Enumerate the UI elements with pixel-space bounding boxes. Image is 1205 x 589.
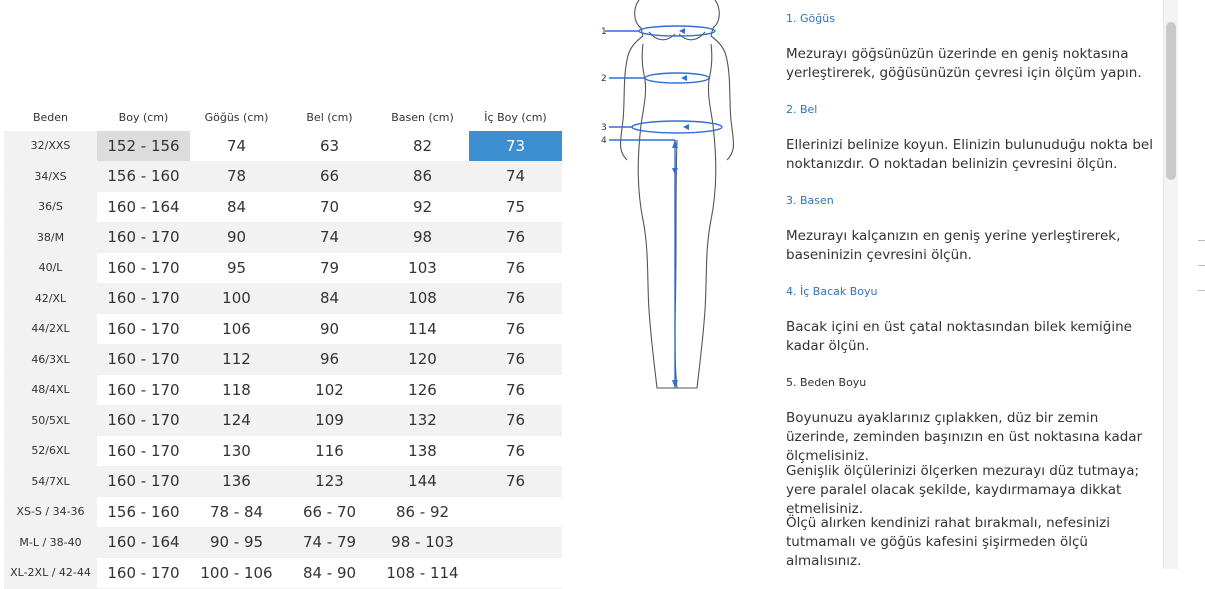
table-cell: 84 [283,283,376,314]
chest-measure-line [639,26,715,36]
table-cell: 63 [283,131,376,161]
size-label-cell: 46/3XL [4,344,97,375]
table-cell: 108 [376,283,469,314]
table-row [4,314,562,345]
size-label-cell: 32/XXS [4,131,97,161]
height-title: 5. Beden Boyu [786,376,867,389]
table-cell: 132 [376,405,469,436]
table-cell: 160 - 170 [97,253,190,284]
table-body [4,131,562,588]
column-header: Basen (cm) [376,104,469,131]
table-row [4,375,562,406]
table-row [4,527,562,558]
table-cell: 160 - 164 [97,527,190,558]
marker-1: 1 [601,27,607,37]
column-header: İç Boy (cm) [469,104,562,131]
waist-text: Ellerinizi belinize koyun. Elinizin bulunuduğu nokta bel noktanızdır. O noktadan belinizin çevresini ölçün. [786,137,1153,172]
table-cell: 160 - 164 [97,192,190,223]
table-cell: 76 [469,466,562,497]
hip-measure-line [632,121,722,133]
table-cell: 116 [283,436,376,467]
table-cell: 86 [376,161,469,192]
table-row [4,131,562,161]
table-row [4,344,562,375]
marker-2: 2 [601,74,607,84]
table-cell: 156 - 160 [97,497,190,528]
table-cell [469,527,562,558]
table-cell: 70 [283,192,376,223]
table-cell: 74 - 79 [283,527,376,558]
size-label-cell: 42/XL [4,283,97,314]
table-cell: 100 - 106 [190,558,283,589]
inseam-text: Bacak içini en üst çatal noktasından bilek kemiğine kadar ölçün. [786,319,1132,354]
hip-title: 3. Basen [786,194,834,207]
table-cell: 160 - 170 [97,283,190,314]
vertical-scrollbar[interactable] [1163,0,1179,569]
table-cell: 152 - 156 [97,131,190,161]
chest-text: Mezurayı göğsünüzün üzerinde en geniş noktasına yerleştirerek, göğüsünüzün çevresi için ölçüm yapın. [786,46,1142,81]
table-cell: 106 [190,314,283,345]
table-cell: 160 - 170 [97,436,190,467]
table-cell: 76 [469,283,562,314]
table-row [4,405,562,436]
table-cell: 92 [376,192,469,223]
table-cell: 136 [190,466,283,497]
table-cell: 78 [190,161,283,192]
table-cell: 76 [469,222,562,253]
size-label-cell: 48/4XL [4,375,97,406]
table-cell: 160 - 170 [97,375,190,406]
table-cell: 73 [469,131,562,161]
marker-4: 4 [601,136,607,146]
waist-title: 2. Bel [786,103,818,116]
edge-divider [1198,240,1205,241]
table-cell: 144 [376,466,469,497]
inseam-title: 4. İç Bacak Boyu [786,285,878,298]
note-posture: Ölçü alırken kendinizi rahat bırakmalı, nefesinizi tutmamalı ve göğüs kafesini şişirmeden ölçü almalısınız. [786,515,1110,569]
table-cell: 76 [469,436,562,467]
table-cell: 138 [376,436,469,467]
table-cell: 123 [283,466,376,497]
table-cell: 160 - 170 [97,466,190,497]
table-cell: 74 [469,161,562,192]
size-label-cell: 52/6XL [4,436,97,467]
table-cell: 74 [190,131,283,161]
table-cell: 160 - 170 [97,314,190,345]
table-row [4,283,562,314]
size-label-cell: 50/5XL [4,405,97,436]
edge-divider [1198,265,1205,266]
table-cell: 66 - 70 [283,497,376,528]
table-cell: 114 [376,314,469,345]
chest-title: 1. Göğüs [786,12,835,25]
table-header-row [4,104,562,131]
table-cell: 75 [469,192,562,223]
size-label-cell: XL-2XL / 42-44 [4,558,97,589]
table-cell: 76 [469,375,562,406]
size-label-cell: 34/XS [4,161,97,192]
scrollbar-thumb[interactable] [1166,22,1176,180]
table-cell: 160 - 170 [97,558,190,589]
hip-text: Mezurayı kalçanızın en geniş yerine yerleştirerek, baseninizin çevresini ölçün. [786,228,1121,263]
table-row [4,161,562,192]
column-header: Bel (cm) [283,104,376,131]
body-measurement-figure [597,0,757,395]
size-label-cell: XS-S / 34-36 [4,497,97,528]
table-cell: 76 [469,314,562,345]
table-cell: 130 [190,436,283,467]
table-cell: 84 - 90 [283,558,376,589]
table-cell: 124 [190,405,283,436]
table-cell: 76 [469,344,562,375]
size-label-cell: 40/L [4,253,97,284]
size-chart-table [4,104,562,589]
table-cell: 108 - 114 [376,558,469,589]
column-header: Göğüs (cm) [190,104,283,131]
table-cell: 86 - 92 [376,497,469,528]
table-row [4,558,562,589]
table-cell: 96 [283,344,376,375]
table-cell: 118 [190,375,283,406]
table-cell: 100 [190,283,283,314]
table-cell [469,497,562,528]
note-width: Genişlik ölçülerinizi ölçerken mezurayı düz tutmaya; yere paralel olacak şekilde, kaydırmamaya dikkat etmelisiniz. [786,463,1140,517]
body-outline-illustration [597,0,757,395]
table-row [4,466,562,497]
table-cell: 160 - 170 [97,344,190,375]
table-cell: 156 - 160 [97,161,190,192]
table-cell: 95 [190,253,283,284]
table-cell: 126 [376,375,469,406]
size-label-cell: M-L / 38-40 [4,527,97,558]
table-cell: 79 [283,253,376,284]
height-text: Boyunuzu ayaklarınız çıplakken, düz bir zemin üzerinde, zeminden başınızın en üst noktasına kadar ölçmelisiniz. [786,410,1143,464]
column-header: Boy (cm) [97,104,190,131]
table-cell: 82 [376,131,469,161]
table-cell [469,558,562,589]
table-cell: 103 [376,253,469,284]
table-cell: 90 [190,222,283,253]
table-row [4,436,562,467]
table-cell: 76 [469,405,562,436]
table-row [4,497,562,528]
table-cell: 84 [190,192,283,223]
table-cell: 90 [283,314,376,345]
table-cell: 76 [469,253,562,284]
table-row [4,192,562,223]
marker-3: 3 [601,123,607,133]
edge-divider [1198,290,1205,291]
table-cell: 78 - 84 [190,497,283,528]
size-label-cell: 54/7XL [4,466,97,497]
right-edge-panel [1178,0,1205,569]
size-label-cell: 44/2XL [4,314,97,345]
table-cell: 109 [283,405,376,436]
table-cell: 160 - 170 [97,222,190,253]
table-row [4,222,562,253]
size-label-cell: 38/M [4,222,97,253]
waist-measure-line [645,73,709,83]
table-cell: 90 - 95 [190,527,283,558]
table-cell: 98 - 103 [376,527,469,558]
table-cell: 120 [376,344,469,375]
table-cell: 112 [190,344,283,375]
column-header: Beden [4,104,97,131]
table-cell: 66 [283,161,376,192]
table-cell: 98 [376,222,469,253]
table-cell: 160 - 170 [97,405,190,436]
table-cell: 74 [283,222,376,253]
table-cell: 102 [283,375,376,406]
size-label-cell: 36/S [4,192,97,223]
table-row [4,253,562,284]
